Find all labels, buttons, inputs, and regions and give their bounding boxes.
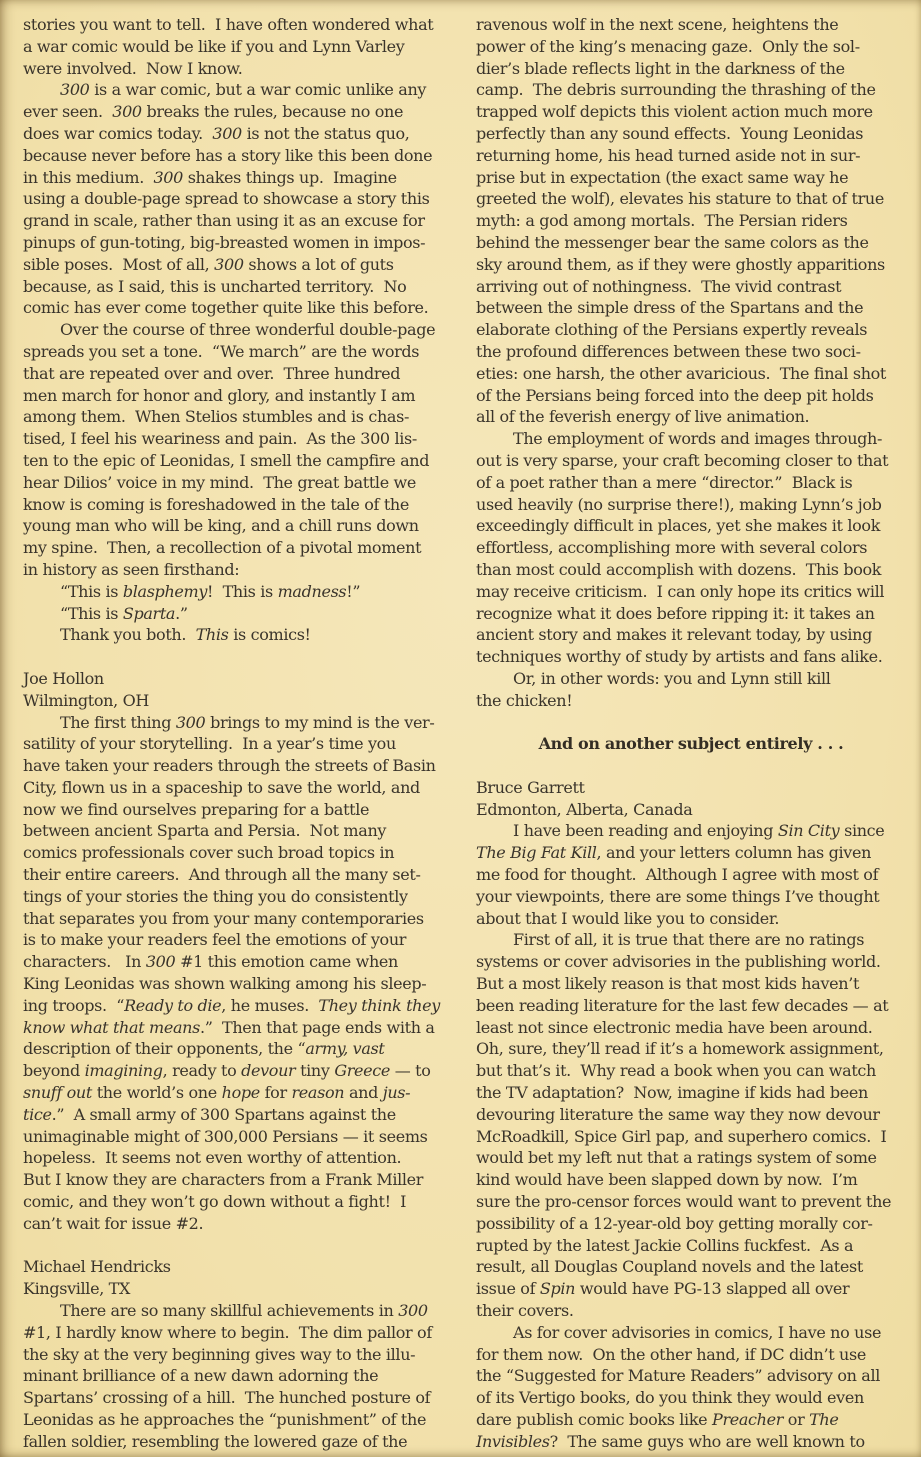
text-line: may receive criticism. I can only hope its critics will (476, 581, 885, 601)
text-line: camp. The debris surrounding the thrashing of the (476, 80, 876, 100)
text-line: between the simple dress of the Spartans and the (476, 298, 864, 318)
text-line: among them. When Stelios stumbles and is chas- (23, 407, 410, 427)
text-line: fallen soldier, resembling the lowered gaze of the (23, 1431, 408, 1451)
text-line: As for cover advisories in comics, I have no use (513, 1322, 882, 1342)
text-line: There are so many skillful achievements in 300 (60, 1301, 428, 1321)
text-line: 300 is a war comic, but a war comic unlike any (60, 80, 427, 100)
text-line: that separates you from your many contemporaries (23, 908, 424, 928)
text-line: First of all, it is true that there are no ratings (513, 930, 865, 950)
text-line: characters. In 300 #1 this emotion came when (23, 952, 398, 972)
text-line: comics professionals cover such broad topics in (23, 843, 395, 863)
text-line: sure the pro-censor forces would want to prevent the (476, 1192, 892, 1212)
text-line: prise but in expectation (the exact same way he (476, 167, 849, 187)
text-line: dare publish comic books like Preacher or The (476, 1410, 839, 1429)
text-line: than most could accomplish with dozens. This book (476, 559, 882, 579)
text-line: out is very sparse, your craft becoming closer to that (476, 450, 889, 470)
text-line: because, as I said, this is uncharted territory. No (23, 276, 407, 296)
text-line: But I know they are characters from a Frank Miller (23, 1170, 424, 1190)
text-line: ancient story and makes it relevant today, by using (476, 625, 872, 645)
paragraph-spacer (23, 1235, 448, 1257)
text-line: their covers. (476, 1301, 574, 1321)
letter-location: Kingsville, TX (23, 1279, 131, 1299)
text-line: techniques worthy of study by artists and fans alike. (476, 647, 883, 667)
text-line: spreads you set a tone. “We march” are the words (23, 341, 420, 361)
text-line: behind the messenger bear the same colors as the (476, 232, 869, 252)
text-line: satility of your storytelling. In a year’s time you (23, 734, 396, 754)
text-line: “This is Sparta.” (60, 603, 188, 623)
text-line: snuff out the world’s one hope for reason and jus- (23, 1083, 411, 1103)
text-line: sky around them, as if they were ghostly apparitions (476, 254, 885, 274)
text-line: Or, in other words: you and Lynn still kill (513, 668, 831, 688)
text-line: know is coming is foreshadowed in the tale of the (23, 494, 409, 514)
text-line: would bet my left nut that a ratings system of some (476, 1148, 877, 1168)
text-line: kind would have been slapped down by now. I’m (476, 1170, 858, 1190)
text-line: comic, and they won’t go down without a fight! I (23, 1192, 407, 1212)
text-line: hopeless. It seems not even worthy of attention. (23, 1148, 402, 1168)
text-line: #1, I hardly know where to begin. The dim pallor of (23, 1322, 432, 1342)
text-line: Oh, sure, they’ll read if it’s a homework assignment, (476, 1039, 884, 1059)
text-line: The employment of words and images through- (513, 429, 883, 449)
text-line: were involved. Now I know. (23, 58, 243, 78)
text-line: ever seen. 300 breaks the rules, because no one (23, 102, 404, 122)
text-line: effortless, accomplishing more with several colors (476, 538, 868, 558)
text-line: men march for honor and glory, and instantly I am (23, 385, 416, 405)
text-line: Invisibles? The same guys who are well known to (476, 1431, 865, 1451)
text-line: tised, I feel his weariness and pain. As the 300 lis- (23, 429, 417, 449)
text-line: power of the king’s menacing gaze. Only the sol- (476, 36, 860, 56)
text-line: of the Persians being forced into the deep pit holds (476, 385, 874, 405)
text-line: result, all Douglas Coupland novels and the latest (476, 1257, 863, 1277)
text-line: ten to the epic of Leonidas, I smell the campfire and (23, 450, 430, 470)
paragraph-spacer (476, 755, 906, 777)
text-line: because never before has a story like this been done (23, 145, 433, 165)
text-line: description of their opponents, the “army, vast (23, 1039, 385, 1059)
text-line: can’t wait for issue #2. (23, 1213, 204, 1233)
text-line: “This is blasphemy! This is madness!” (60, 581, 361, 601)
column-left (23, 0, 448, 1453)
text-line: in this medium. 300 shakes things up. Imagine (23, 167, 397, 187)
text-line: beyond imagining, ready to devour tiny Greece — to (23, 1061, 431, 1081)
text-line: the sky at the very beginning gives way to the illu- (23, 1344, 416, 1364)
text-line: The Big Fat Kill, and your letters column has given (476, 843, 872, 863)
text-line: for them now. On the other hand, if DC didn’t use (476, 1344, 866, 1364)
text-line: exceedingly difficult in places, yet she makes it look (476, 516, 881, 536)
text-line: least not since electronic media have been around. (476, 1017, 873, 1037)
text-line: ing troops. “Ready to die, he muses. They think they (23, 995, 440, 1015)
text-line: Leonidas as he approaches the “punishment” of the (23, 1410, 427, 1429)
text-line: eties: one harsh, the other avaricious. The final shot (476, 363, 887, 383)
text-line: Thank you both. This is comics! (60, 625, 311, 645)
paragraph-spacer (476, 712, 906, 734)
letter-author: Bruce Garrett (476, 777, 585, 797)
text-line: young man who will be king, and a chill runs down (23, 516, 419, 536)
text-line: But a most likely reason is that most kids haven’t (476, 974, 860, 994)
text-line: sible poses. Most of all, 300 shows a lot of guts (23, 254, 394, 274)
text-line: The first thing 300 brings to my mind is the ver- (60, 712, 435, 732)
text-line: stories you want to tell. I have often wondered what (23, 15, 434, 34)
text-line: of a poet rather than a mere “director.” Black is (476, 472, 853, 492)
text-line: pinups of gun-toting, big-breasted women in impos- (23, 232, 426, 252)
text-line: tice.” A small army of 300 Spartans against the (23, 1104, 396, 1124)
text-line: your viewpoints, there are some things I’ve thought (476, 886, 880, 906)
text-line: tings of your stories the thing you do consistently (23, 886, 408, 906)
paragraph-spacer (23, 646, 448, 668)
text-line: McRoadkill, Spice Girl pap, and superhero comics. I (476, 1126, 887, 1146)
text-line: devouring literature the same way they now devour (476, 1104, 880, 1124)
text-line: City, flown us in a spaceship to save the world, and (23, 777, 420, 797)
text-line: a war comic would be like if you and Lynn Varley (23, 36, 405, 56)
text-line: possibility of a 12-year-old boy getting morally cor- (476, 1213, 873, 1233)
text-line: my spine. Then, a recollection of a pivotal moment (23, 538, 422, 558)
text-line: me food for thought. Although I agree with most of (476, 865, 879, 885)
text-line: that are repeated over and over. Three hundred (23, 363, 401, 383)
column-right (476, 0, 906, 1453)
text-line: now we find ourselves preparing for a battle (23, 799, 370, 819)
text-line: issue of Spin would have PG-13 slapped all over (476, 1279, 850, 1299)
text-line: ravenous wolf in the next scene, heightens the (476, 15, 839, 34)
text-line: the profound differences between these two soci- (476, 341, 861, 361)
text-line: using a double-page spread to showcase a story this (23, 189, 430, 209)
text-line: myth: a god among mortals. The Persian riders (476, 211, 848, 231)
text-line: have taken your readers through the streets of Basin (23, 756, 436, 776)
text-line: rupted by the latest Jackie Collins fuckfest. As a (476, 1235, 854, 1255)
section-heading: And on another subject entirely . . . (538, 734, 844, 754)
letter-location: Edmonton, Alberta, Canada (476, 799, 693, 819)
text-line: systems or cover advisories in the publishing world. (476, 952, 881, 972)
text-line: comic has ever come together quite like this before. (23, 298, 429, 318)
text-line: King Leonidas was shown walking among his sleep- (23, 974, 427, 994)
text-line: all of the feverish energy of live animation. (476, 407, 810, 427)
text-line: grand in scale, rather than using it as an excuse for (23, 211, 425, 231)
text-line: hear Dilios’ voice in my mind. The great battle we (23, 472, 417, 492)
text-line: of its Vertigo books, do you think they would even (476, 1388, 864, 1408)
text-line: but that’s it. Why read a book when you can watch (476, 1061, 876, 1081)
text-line: between ancient Sparta and Persia. Not many (23, 821, 387, 841)
letter-author: Michael Hendricks (23, 1257, 171, 1277)
text-line: been reading literature for the last few decades — at (476, 995, 889, 1015)
text-line: greeted the wolf), elevates his stature to that of true (476, 189, 884, 209)
text-line: Spartans’ crossing of a hill. The hunched posture of (23, 1388, 431, 1408)
text-line: their entire careers. And through all the many set- (23, 865, 421, 885)
text-line: does war comics today. 300 is not the status quo, (23, 123, 410, 143)
text-line: arriving out of nothingness. The vivid contrast (476, 276, 842, 296)
text-line: recognize what it does before ripping it: it takes an (476, 603, 875, 623)
text-line: in history as seen firsthand: (23, 559, 240, 579)
text-line: used heavily (no surprise there!), making Lynn’s job (476, 494, 882, 514)
text-line: the chicken! (476, 690, 573, 710)
letter-location: Wilmington, OH (23, 690, 149, 710)
text-line: trapped wolf depicts this violent action much more (476, 102, 873, 122)
text-line: know what that means.” Then that page ends with a (23, 1017, 435, 1037)
text-line: elaborate clothing of the Persians expertly reveals (476, 320, 868, 340)
letter-author: Joe Hollon (23, 668, 104, 688)
text-line: is to make your readers feel the emotions of your (23, 930, 407, 950)
text-line: minant brilliance of a new dawn adorning the (23, 1366, 379, 1386)
text-line: dier’s blade reflects light in the darkness of the (476, 58, 845, 78)
text-line: I have been reading and enjoying Sin City since (513, 821, 885, 841)
text-line: the TV adaptation? Now, imagine if kids had been (476, 1083, 868, 1103)
text-line: returning home, his head turned aside not in sur- (476, 145, 861, 165)
text-line: perfectly than any sound effects. Young Leonidas (476, 123, 864, 143)
text-line: unimaginable might of 300,000 Persians — it seems (23, 1126, 428, 1146)
text-line: Over the course of three wonderful double-page (60, 320, 436, 340)
text-line: the “Suggested for Mature Readers” advisory on all (476, 1366, 881, 1386)
text-line: about that I would like you to consider. (476, 908, 780, 928)
